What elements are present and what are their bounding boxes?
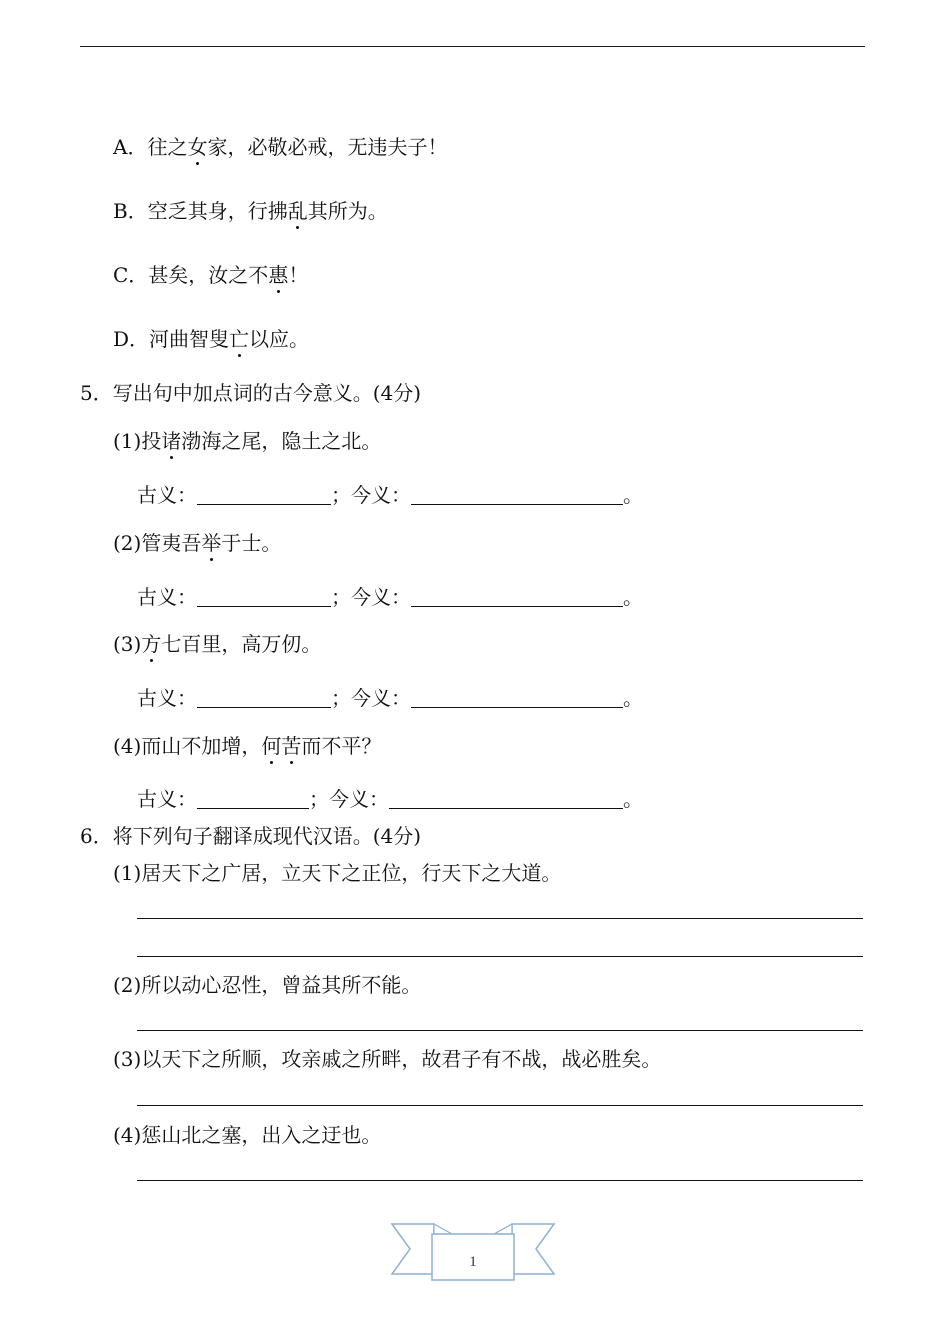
option-d: D．河曲智叟亡以应。	[113, 327, 310, 351]
option-c: C．甚矣，汝之不惠！	[113, 263, 309, 287]
option-a: A．往之女家，必敬必戒，无违夫子！	[113, 135, 448, 159]
q6-item-4: (4)惩山北之塞，出入之迂也。	[113, 1123, 382, 1147]
ribbon-right-tail	[512, 1224, 554, 1274]
dotted-char: 女	[187, 135, 208, 159]
jin-blank[interactable]	[411, 484, 623, 505]
q5-answer-row-3: 古义： ；今义： 。	[137, 686, 643, 710]
q5-answer-row-1: 古义： ；今义： 。	[137, 483, 643, 507]
dotted-char: 惠	[268, 263, 289, 287]
q5-answer-row-4: 古义： ；今义： 。	[137, 787, 643, 811]
page-number-ribbon	[390, 1220, 556, 1284]
question-5-title: 5．写出句中加点词的古今意义。(4分)	[80, 381, 422, 405]
ribbon-fold-left	[434, 1224, 452, 1234]
jin-blank[interactable]	[389, 788, 623, 809]
dotted-char: 诸	[161, 429, 182, 453]
answer-line[interactable]	[137, 918, 863, 919]
jin-blank[interactable]	[411, 586, 623, 607]
option-b: B．空乏其身，行拂乱其所为。	[113, 199, 388, 223]
answer-line[interactable]	[137, 1180, 863, 1181]
ribbon-fold-right	[494, 1224, 512, 1234]
dotted-char: 亡	[229, 327, 250, 351]
dotted-char: 乱	[287, 199, 308, 223]
q5-item-1: (1)投诸渤海之尾，隐土之北。	[113, 429, 382, 453]
ribbon-left-tail	[392, 1224, 434, 1274]
answer-line[interactable]	[137, 1105, 863, 1106]
dotted-char: 方	[141, 632, 162, 656]
q5-item-3: (3)方七百里，高万仞。	[113, 632, 322, 656]
question-6-title: 6．将下列句子翻译成现代汉语。(4分)	[80, 824, 422, 848]
answer-line[interactable]	[137, 1030, 863, 1031]
dotted-char: 举	[201, 531, 222, 555]
q6-item-2: (2)所以动心忍性，曾益其所不能。	[113, 973, 422, 997]
q5-answer-row-2: 古义： ；今义： 。	[137, 585, 643, 609]
q5-item-2: (2)管夷吾举于士。	[113, 531, 282, 555]
jin-blank[interactable]	[411, 687, 623, 708]
gu-blank[interactable]	[197, 586, 331, 607]
q6-item-1: (1)居天下之广居，立天下之正位，行天下之大道。	[113, 861, 562, 885]
q5-item-4: (4)而山不加增，何苦而不平？	[113, 734, 382, 758]
page-number: 1	[469, 1254, 477, 1270]
answer-line[interactable]	[137, 956, 863, 957]
gu-blank[interactable]	[197, 687, 331, 708]
gu-blank[interactable]	[197, 788, 309, 809]
q6-item-3: (3)以天下之所顺，攻亲戚之所畔，故君子有不战，战必胜矣。	[113, 1047, 662, 1071]
dotted-char: 何	[261, 734, 282, 758]
gu-blank[interactable]	[197, 484, 331, 505]
dotted-char: 苦	[281, 734, 302, 758]
header-rule	[80, 46, 865, 47]
